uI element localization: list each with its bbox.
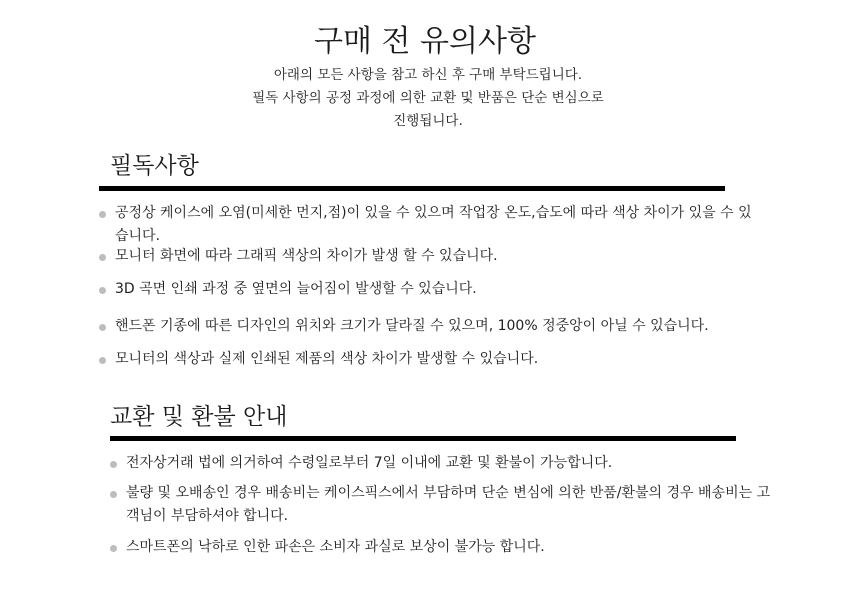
section-title-exchange-refund: 교환 및 환불 안내: [110, 404, 288, 430]
bullet-icon: [99, 211, 106, 218]
list-item: 모니터의 색상과 실제 인쇄된 제품의 색상 차이가 발생할 수 있습니다.: [99, 348, 759, 371]
list-item: 3D 곡면 인쇄 과정 중 옆면의 늘어짐이 발생할 수 있습니다.: [99, 278, 759, 301]
bullet-icon: [99, 324, 106, 331]
intro-line: 필독 사항의 공정 과정에 의한 교환 및 반품은 단순 변심으로: [252, 90, 604, 106]
intro-line: 진행됩니다.: [393, 113, 463, 129]
section-divider: [99, 186, 725, 191]
list-item: 공정상 케이스에 오염(미세한 먼지,점)이 있을 수 있으며 작업장 온도,습도에 따라 색상 차이가 있을 수 있습니다.: [99, 202, 759, 248]
bullet-icon: [110, 545, 117, 552]
bullet-icon: [110, 461, 117, 468]
list-item: 전자상거래 법에 의거하여 수령일로부터 7일 이내에 교환 및 환불이 가능합니다.: [110, 452, 776, 475]
bullet-icon: [110, 491, 117, 498]
section-divider: [110, 436, 736, 441]
bullet-icon: [99, 254, 106, 261]
list-item: 스마트폰의 낙하로 인한 파손은 소비자 과실로 보상이 불가능 합니다.: [110, 536, 776, 559]
page-title: 구매 전 유의사항: [314, 24, 536, 59]
intro-line: 아래의 모든 사항을 참고 하신 후 구매 부탁드립니다.: [273, 67, 583, 83]
list-item: 핸드폰 기종에 따른 디자인의 위치와 크기가 달라질 수 있으며, 100% 정중앙이 아닐 수 있습니다.: [99, 315, 775, 338]
section-title-must-read: 필독사항: [110, 153, 199, 179]
list-item: 불량 및 오배송인 경우 배송비는 케이스픽스에서 부담하며 단순 변심에 의한 반품/환불의 경우 배송비는 고객님이 부담하셔야 합니다.: [110, 482, 776, 528]
bullet-icon: [99, 287, 106, 294]
list-item: 모니터 화면에 따라 그래픽 색상의 차이가 발생 할 수 있습니다.: [99, 245, 759, 268]
bullet-icon: [99, 357, 106, 364]
intro-text: [0, 64, 856, 133]
